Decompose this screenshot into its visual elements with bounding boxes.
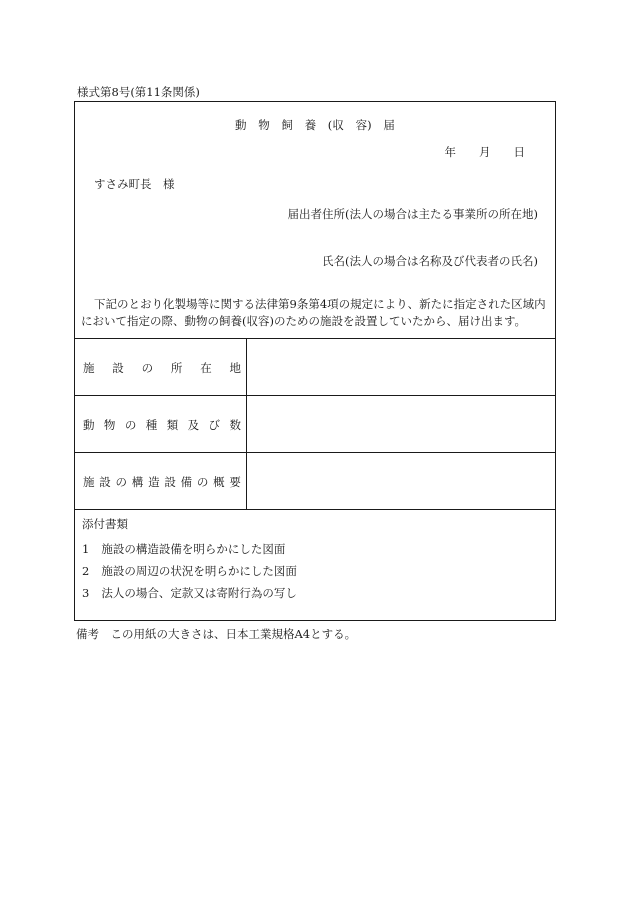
recipient: すさみ町長 様 <box>94 177 175 191</box>
table-column-divider <box>246 338 247 509</box>
row-label-char: 類 <box>166 418 179 432</box>
row-label-char: 地 <box>229 361 241 375</box>
row-divider <box>75 452 555 453</box>
row-label-char: の <box>196 475 209 489</box>
row-label-char: 施 <box>83 475 95 489</box>
row-label-char: 数 <box>229 418 241 432</box>
row-label-facility-structure <box>83 474 241 490</box>
row-label-animal-types-count <box>83 417 241 433</box>
attachment-number: 3 <box>82 586 90 600</box>
row-label-char: 要 <box>229 475 241 489</box>
applicant-name-label: 氏名(法人の場合は名称及び代表者の氏名) <box>322 254 538 268</box>
attachment-text: 法人の場合、定款又は寄附行為の写し <box>101 586 297 600</box>
row-label-char: 設 <box>112 361 124 375</box>
table-top-border <box>75 338 555 339</box>
row-label-char: 動 <box>83 418 95 432</box>
attachment-number: 2 <box>82 564 90 578</box>
row-label-facility-location <box>83 360 241 376</box>
row-label-char: 所 <box>170 361 183 375</box>
row-label-char: 概 <box>213 475 225 489</box>
attachments-heading: 添付書類 <box>82 517 128 531</box>
row-label-char: 備 <box>180 475 193 489</box>
date-line: 年 月 日 <box>444 145 525 159</box>
row-divider <box>75 395 555 396</box>
form-number-label: 様式第8号(第11条関係) <box>77 85 200 99</box>
attachment-item <box>82 585 297 601</box>
row-label-char: 在 <box>200 361 212 375</box>
attachment-number: 1 <box>82 542 90 556</box>
table-bottom-border <box>75 509 555 510</box>
row-label-char: び <box>208 418 221 432</box>
row-label-char: の <box>124 418 137 432</box>
body-text-line-1: 下記のとおり化製場等に関する法律第9条第4項の規定により、新たに指定された区域内 <box>94 297 546 311</box>
row-label-char: 物 <box>103 418 116 432</box>
remarks-note: 備考 この用紙の大きさは、日本工業規格A4とする。 <box>76 627 357 641</box>
attachment-text: 施設の構造設備を明らかにした図面 <box>101 542 286 556</box>
row-label-char: 構 <box>131 475 144 489</box>
applicant-address-label: 届出者住所(法人の場合は主たる事業所の所在地) <box>287 207 538 221</box>
form-title: 動 物 飼 養 (収 容) 届 <box>235 118 395 132</box>
row-label-char: 種 <box>145 418 158 432</box>
attachment-item <box>82 541 285 557</box>
row-label-char: 設 <box>164 475 176 489</box>
row-label-char: 及 <box>187 418 200 432</box>
attachment-text: 施設の周辺の状況を明らかにした図面 <box>101 564 297 578</box>
row-label-char: 施 <box>83 361 95 375</box>
row-label-char: 造 <box>148 475 160 489</box>
attachment-item <box>82 563 297 579</box>
row-label-char: の <box>141 361 154 375</box>
row-label-char: の <box>115 475 128 489</box>
notification-form <box>74 101 556 621</box>
row-label-char: 設 <box>99 475 111 489</box>
body-text-line-2: において指定の際、動物の飼養(収容)のための施設を設置していたから、届け出ます。 <box>81 314 527 328</box>
